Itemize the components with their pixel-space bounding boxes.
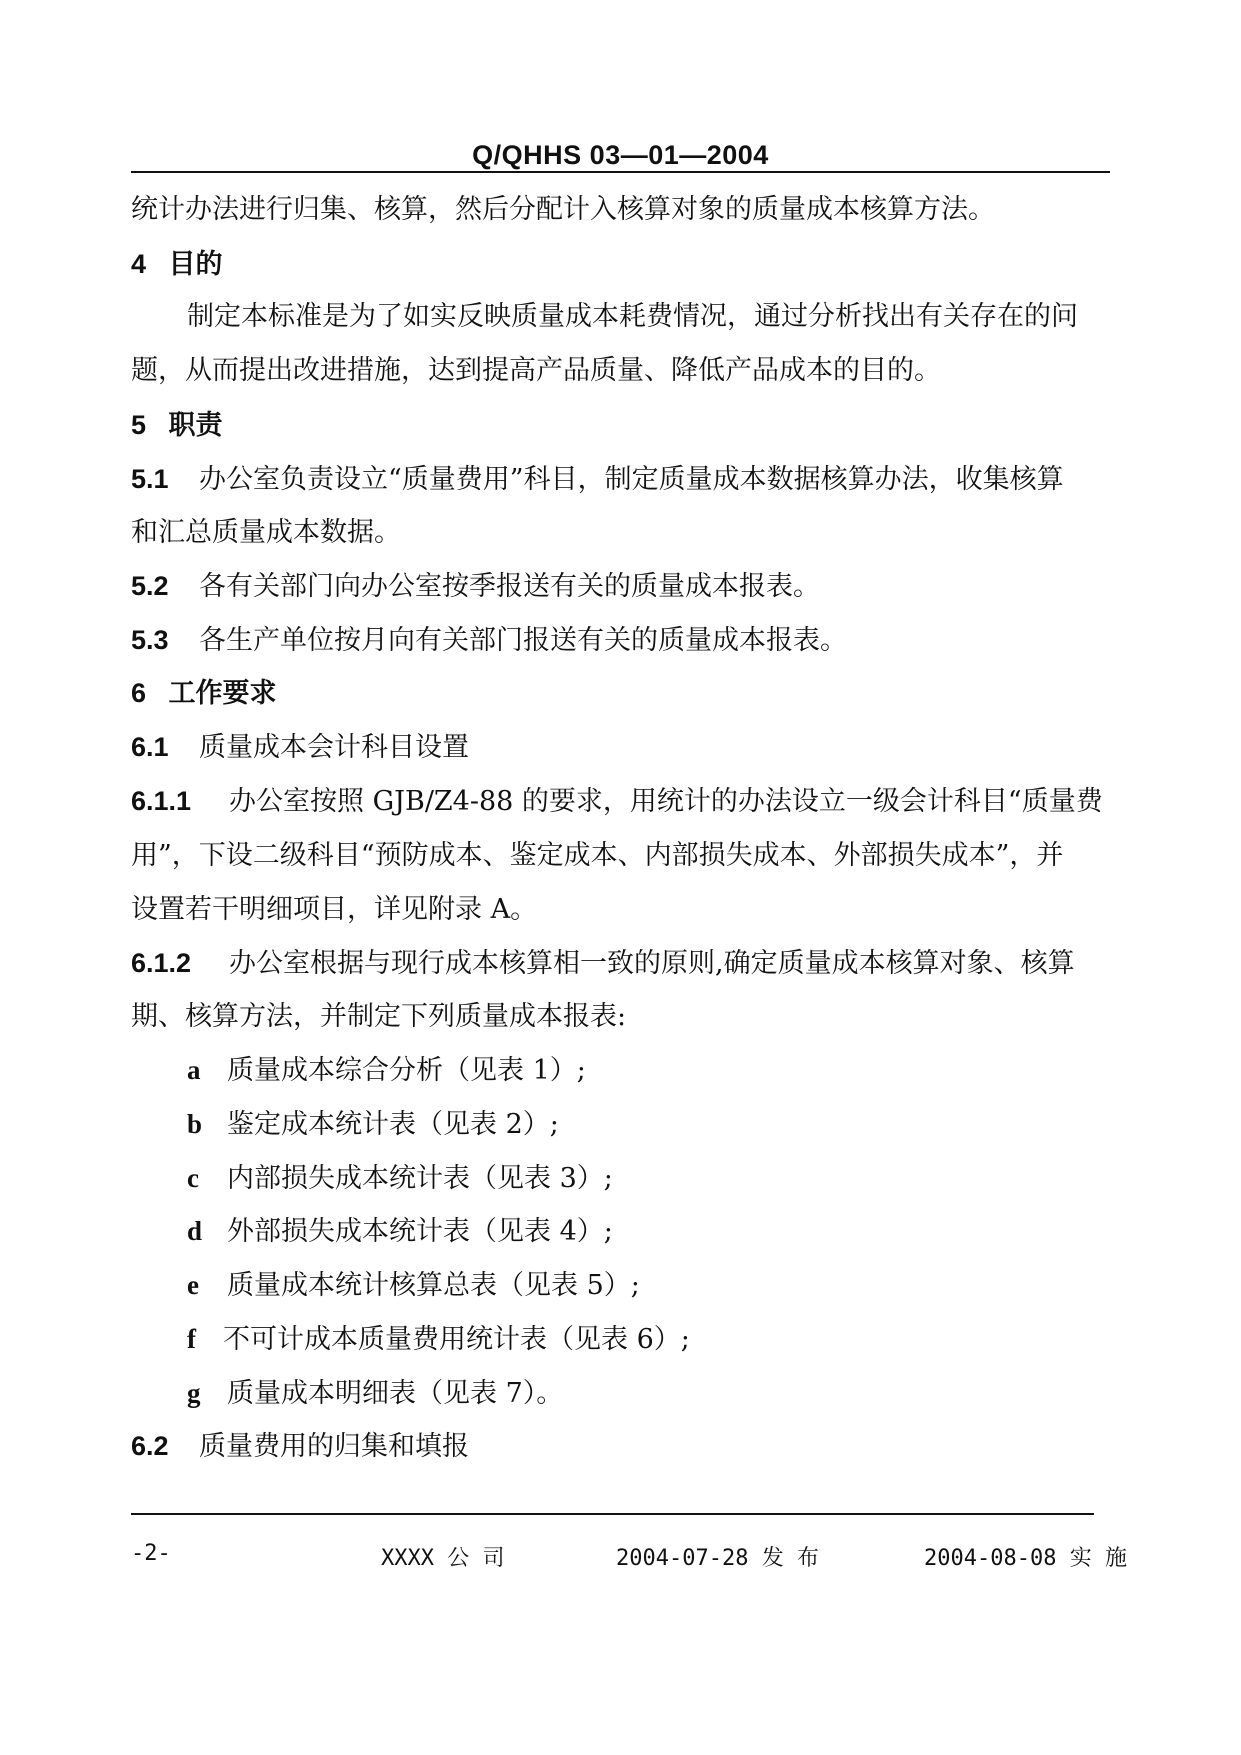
clause-6-1-1-text: 办公室按照 GJB/Z4-88 的要求，用统计的办法设立一级会计科目“质量费 [229, 786, 1103, 817]
page-number: -2- [131, 1541, 171, 1566]
section-5-title: 职责 [168, 410, 223, 440]
clause-6-1-1-continued-1: 用”，下设二级科目“预防成本、鉴定成本、内部损失成本、外部损失成本”，并 [131, 840, 1064, 871]
section-6-number: 6 [131, 678, 147, 708]
clause-6-2-text: 质量费用的归集和填报 [199, 1431, 469, 1462]
list-item-text: 质量成本统计核算总表（见表 5）; [227, 1270, 640, 1301]
clause-5-1-continued: 和汇总质量成本数据。 [131, 517, 401, 548]
clause-6-1-1 [131, 788, 1103, 815]
clause-5-3-text: 各生产单位按月向有关部门报送有关的质量成本报表。 [199, 625, 847, 656]
clause-6-2 [131, 1433, 469, 1460]
clause-6-1-2-number: 6.1.2 [131, 948, 192, 978]
clause-5-2-number: 5.2 [131, 571, 169, 601]
clause-6-1 [131, 734, 469, 761]
section-4-paragraph-line1: 制定本标准是为了如实反映质量成本耗费情况，通过分析找出有关存在的问 [187, 301, 1078, 332]
report-list-item [187, 1165, 613, 1192]
section-5-number: 5 [131, 410, 147, 440]
section-4-paragraph-line2: 题，从而提出改进措施，达到提高产品质量、降低产品成本的目的。 [131, 355, 941, 386]
clause-6-1-1-continued-2: 设置若干明细项目，详见附录 A。 [131, 894, 538, 925]
clause-5-1 [131, 466, 1064, 493]
clause-5-3-number: 5.3 [131, 625, 169, 655]
clause-5-2-text: 各有关部门向办公室按季报送有关的质量成本报表。 [199, 571, 820, 602]
section-4-heading [131, 251, 223, 278]
clause-6-1-2-text: 办公室根据与现行成本核算相一致的原则,确定质量成本核算对象、核算 [229, 948, 1075, 979]
report-list-item [187, 1111, 559, 1138]
list-item-text: 质量成本明细表（见表 7）。 [227, 1378, 564, 1409]
footer-issue-date: 2004-07-28 发 布 [616, 1546, 819, 1571]
clause-6-2-number: 6.2 [131, 1431, 169, 1461]
list-item-letter: c [187, 1163, 199, 1193]
list-item-text: 外部损失成本统计表（见表 4）; [227, 1216, 613, 1247]
clause-6-1-2 [131, 950, 1075, 977]
list-item-text: 不可计成本质量费用统计表（见表 6）; [223, 1324, 690, 1355]
standard-code: Q/QHHS 03—01—2004 [472, 140, 769, 170]
list-item-text: 内部损失成本统计表（见表 3）; [227, 1163, 613, 1194]
report-list-item [187, 1057, 586, 1084]
list-item-letter: d [187, 1216, 203, 1246]
section-5-heading [131, 412, 223, 439]
clause-6-1-1-number: 6.1.1 [131, 786, 192, 816]
clause-6-1-number: 6.1 [131, 732, 169, 762]
list-item-letter: e [187, 1270, 199, 1300]
section-6-title: 工作要求 [168, 678, 277, 708]
footer-rule [131, 1513, 1094, 1515]
clause-6-1-2-continued: 期、核算方法，并制定下列质量成本报表: [131, 1001, 627, 1032]
list-item-text: 质量成本综合分析（见表 1）; [227, 1055, 586, 1086]
clause-5-3 [131, 627, 847, 654]
clause-5-1-number: 5.1 [131, 464, 169, 494]
section-4-title: 目的 [168, 249, 223, 279]
clause-5-2 [131, 573, 820, 600]
list-item-letter: g [187, 1378, 201, 1408]
section-4-number: 4 [131, 249, 147, 279]
list-item-letter: b [187, 1109, 203, 1139]
report-list-item [187, 1218, 613, 1245]
footer-company: XXXX 公 司 [381, 1546, 505, 1571]
list-item-letter: f [187, 1324, 196, 1354]
clause-6-1-text: 质量成本会计科目设置 [199, 732, 469, 763]
header-rule [131, 171, 1110, 173]
report-list-item [187, 1326, 690, 1353]
footer-effective-date: 2004-08-08 实 施 [924, 1546, 1127, 1571]
report-list-item [187, 1380, 563, 1407]
report-list-item [187, 1272, 640, 1299]
list-item-letter: a [187, 1055, 201, 1085]
paragraph-intro: 统计办法进行归集、核算，然后分配计入核算对象的质量成本核算方法。 [131, 194, 995, 225]
clause-5-1-text: 办公室负责设立“质量费用”科目，制定质量成本数据核算办法，收集核算 [199, 464, 1064, 495]
list-item-text: 鉴定成本统计表（见表 2）; [227, 1109, 559, 1140]
section-6-heading [131, 680, 277, 707]
